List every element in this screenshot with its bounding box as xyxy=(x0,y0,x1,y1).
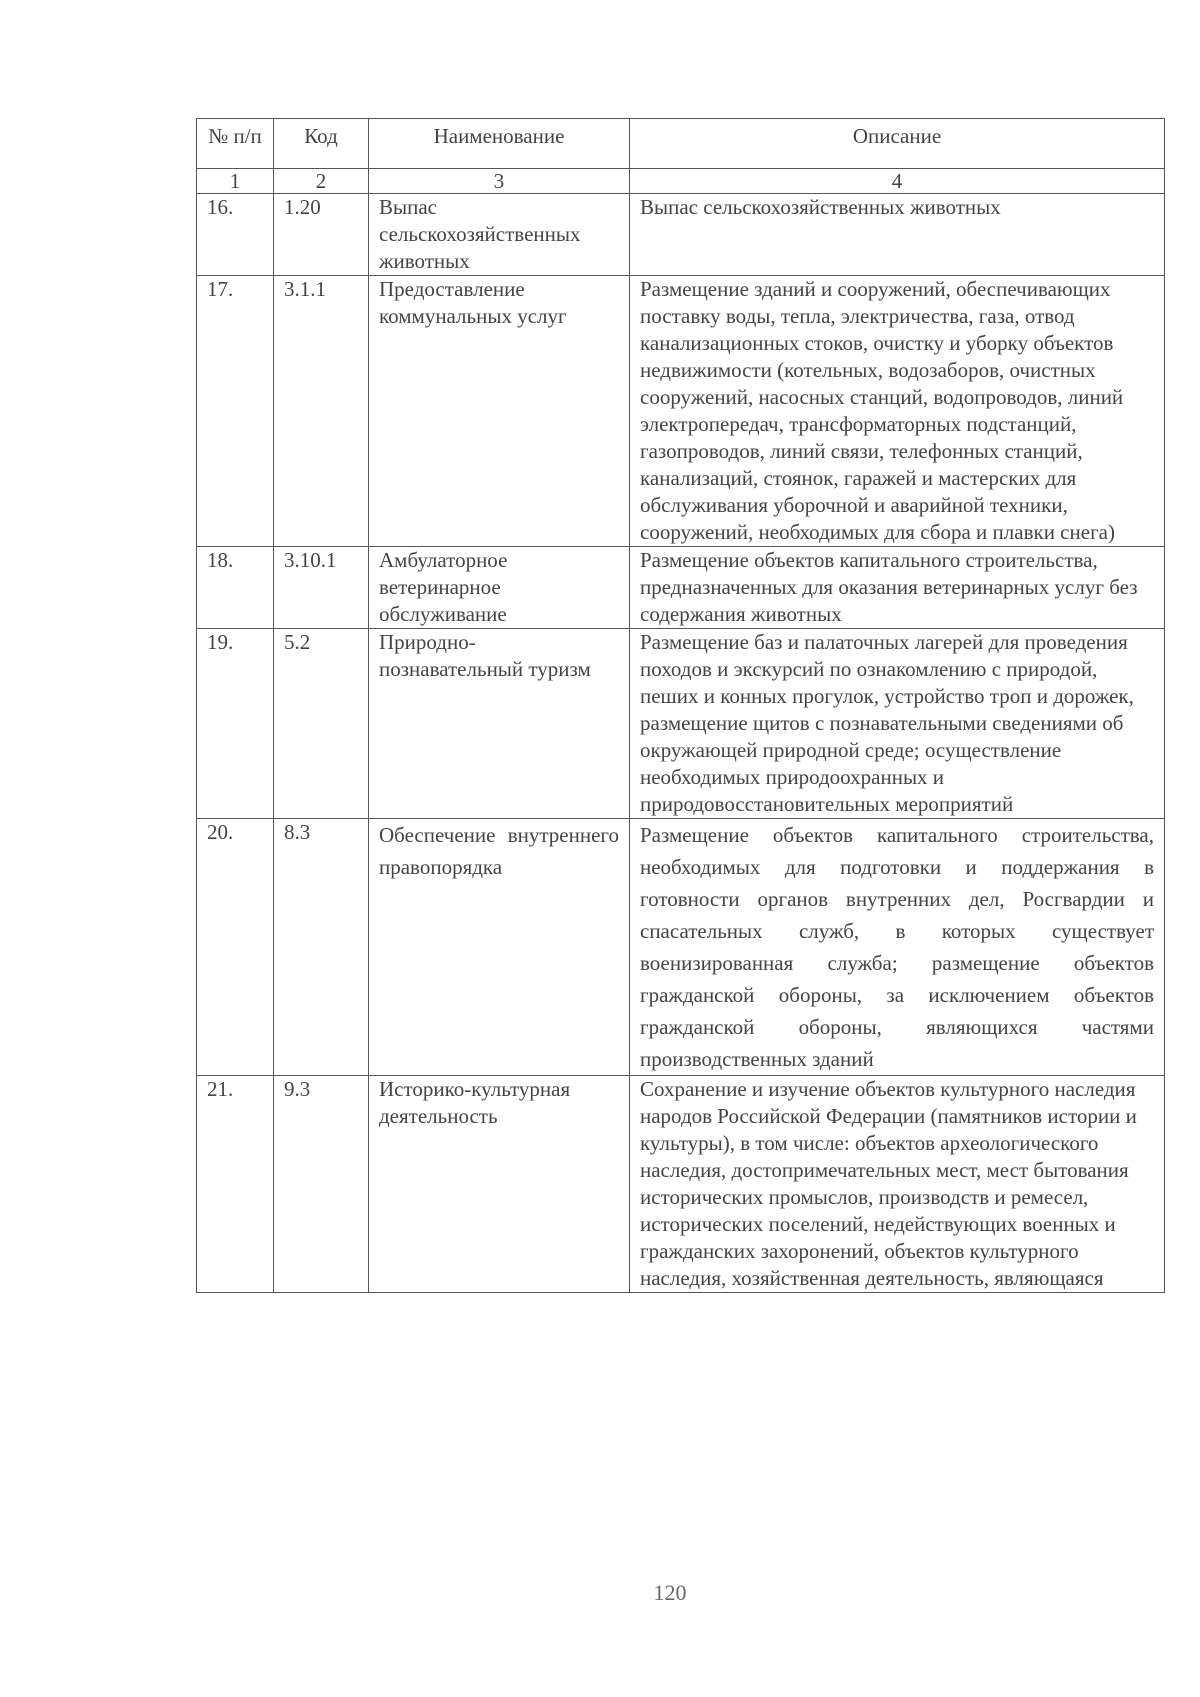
row-code: 1.20 xyxy=(274,194,369,276)
column-number: 2 xyxy=(274,169,369,194)
header-code: Код xyxy=(274,119,369,169)
row-name: Предоставление коммунальных услуг xyxy=(369,276,630,547)
table-row xyxy=(197,629,1165,819)
row-name: Историко-культурная деятельность xyxy=(369,1076,630,1293)
land-use-table xyxy=(196,118,1165,1293)
row-num: 20. xyxy=(197,819,274,1076)
row-code: 8.3 xyxy=(274,819,369,1076)
row-description: Выпас сельскохозяйственных животных xyxy=(630,194,1165,276)
row-name: Амбулаторное ветеринарное обслуживание xyxy=(369,547,630,629)
table-row xyxy=(197,547,1165,629)
header-name: Наименование xyxy=(369,119,630,169)
table-row xyxy=(197,819,1165,1076)
row-num: 19. xyxy=(197,629,274,819)
column-number: 1 xyxy=(197,169,274,194)
row-num: 21. xyxy=(197,1076,274,1293)
row-num: 17. xyxy=(197,276,274,547)
row-num: 16. xyxy=(197,194,274,276)
table-row xyxy=(197,194,1165,276)
row-description: Размещение зданий и сооружений, обеспечивающих поставку воды, тепла, электричества, газа, отвод канализационных стоков, очистку и уборку объектов недвижимости (котельных, водозаборов, очистных сооружений, насосных станций, водопроводов, линий электропередач, трансформаторных подстанций, газопроводов, линий связи, телефонных станций, канализаций, стоянок, гаражей и мастерских для обслуживания уборочной и аварийной техники, сооружений, необходимых для сбора и плавки снега) xyxy=(630,276,1165,547)
row-num: 18. xyxy=(197,547,274,629)
row-code: 3.1.1 xyxy=(274,276,369,547)
row-name: Обеспечение внутреннего правопорядка xyxy=(369,819,630,1076)
header-description: Описание xyxy=(630,119,1165,169)
header-num: № п/п xyxy=(197,119,274,169)
row-code: 9.3 xyxy=(274,1076,369,1293)
row-description: Размещение баз и палаточных лагерей для проведения походов и экскурсий по ознакомлению с природой, пеших и конных прогулок, устройство троп и дорожек, размещение щитов с познавательными сведениями об окружающей природной среде; осуществление необходимых природоохранных и природовосстановительных мероприятий xyxy=(630,629,1165,819)
column-number: 3 xyxy=(369,169,630,194)
column-number: 4 xyxy=(630,169,1165,194)
table-row xyxy=(197,276,1165,547)
page-number: 120 xyxy=(653,1580,687,1605)
column-number-row xyxy=(197,169,1165,194)
row-code: 5.2 xyxy=(274,629,369,819)
row-name: Природно-познавательный туризм xyxy=(369,629,630,819)
table-header-row xyxy=(197,119,1165,169)
row-description: Размещение объектов капитального строительства, необходимых для подготовки и поддержания в готовности органов внутренних дел, Росгвардии и спасательных служб, в которых существует военизированная служба; размещение объектов гражданской обороны, за исключением объектов гражданской обороны, являющихся частями производственных зданий xyxy=(630,819,1165,1076)
row-name: Выпас сельскохозяйственных животных xyxy=(369,194,630,276)
table-row xyxy=(197,1076,1165,1293)
row-description: Размещение объектов капитального строительства, предназначенных для оказания ветеринарных услуг без содержания животных xyxy=(630,547,1165,629)
row-description: Сохранение и изучение объектов культурного наследия народов Российской Федерации (памятников истории и культуры), в том числе: объектов археологического наследия, достопримечательных мест, мест бытования исторических промыслов, производств и ремесел, исторических поселений, недействующих военных и гражданских захоронений, объектов культурного наследия, хозяйственная деятельность, являющаяся xyxy=(630,1076,1165,1293)
row-code: 3.10.1 xyxy=(274,547,369,629)
